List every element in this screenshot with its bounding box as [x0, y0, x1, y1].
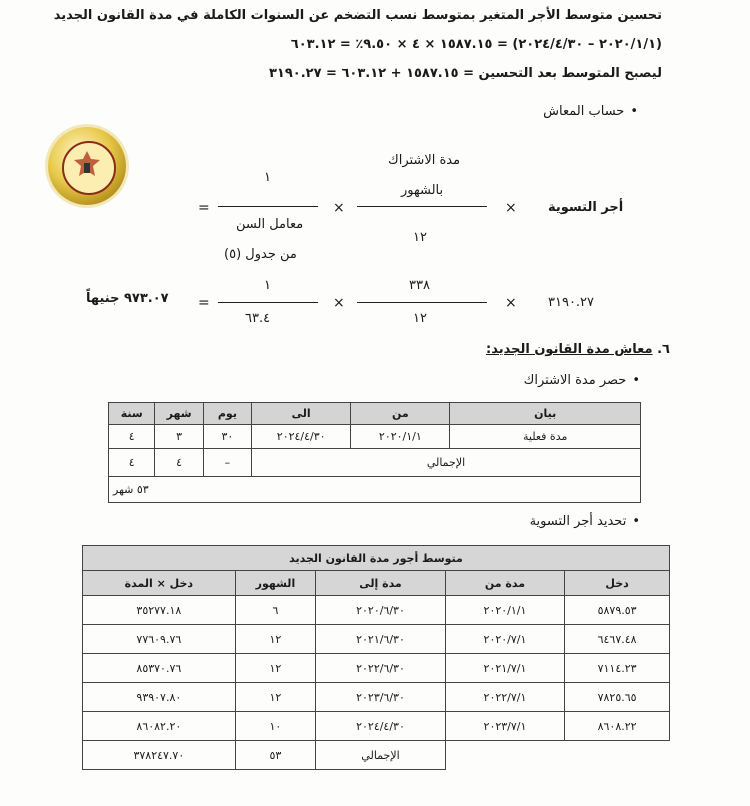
times-4: × — [333, 295, 345, 311]
settlement-wage-heading: • تحديد أجر التسوية — [530, 514, 640, 529]
age-factor-label: معامل السن — [236, 217, 304, 232]
months-total-note: ٥٣ شهر — [113, 483, 149, 496]
table-row: ٧٨٢٥.٦٥ ٢٠٢٢/٧/١ ٢٠٢٣/٦/٣٠ ١٢ ٩٣٩٠٧.٨٠ — [83, 683, 670, 712]
col-period-from: مدة من — [445, 571, 564, 596]
col-from: من — [351, 403, 450, 425]
months-denominator: ١٢ — [413, 230, 427, 245]
age-factor-value: ٦٣.٤ — [245, 311, 271, 326]
fraction-bar-1 — [357, 206, 487, 207]
wage-label: أجر التسوية — [548, 200, 624, 215]
times-2: × — [333, 200, 345, 216]
subscription-period-label: مدة الاشتراك — [388, 153, 461, 168]
times-3: × — [505, 295, 517, 311]
one-numerator-2: ١ — [264, 278, 271, 293]
times-1: × — [505, 200, 517, 216]
col-description: بيان — [450, 403, 641, 425]
one-numerator: ١ — [264, 170, 271, 185]
from-table-label: من جدول (٥) — [224, 247, 297, 262]
emblem-seal — [48, 127, 126, 205]
wages-table — [82, 545, 670, 770]
fraction-bar-2 — [218, 206, 318, 207]
table-row: ٨٦٠٨.٢٢ ٢٠٢٣/٧/١ ٢٠٢٤/٤/٣٠ ١٠ ٨٦٠٨٢.٢٠ — [83, 712, 670, 741]
equals-2: = — [198, 295, 210, 311]
intro-line-3: ليصبح المتوسط بعد التحسين = ١٥٨٧.١٥ + ٦٠٣.١٢ = ٣١٩٠.٢٧ — [268, 66, 662, 81]
col-months: الشهور — [235, 571, 315, 596]
col-month: شهر — [155, 403, 203, 425]
equals-1: = — [198, 200, 210, 216]
col-year: سنة — [109, 403, 155, 425]
fraction-bar-3 — [357, 302, 487, 303]
section-6-heading — [486, 342, 670, 357]
table-total-row: الإجمالي – ٤ ٤ — [109, 449, 641, 477]
table-row: ٦٤٦٧.٤٨ ٢٠٢٠/٧/١ ٢٠٢١/٦/٣٠ ١٢ ٧٧٦٠٩.٧٦ — [83, 625, 670, 654]
pension-result: ٩٧٣.٠٧ جنيهاً — [86, 291, 169, 306]
wage-value: ٣١٩٠.٢٧ — [548, 295, 595, 310]
pension-heading: • حساب المعاش — [543, 104, 638, 119]
col-income: دخل — [565, 571, 670, 596]
col-income-times-period: دخل × المدة — [83, 571, 236, 596]
subscription-table — [108, 402, 641, 503]
section-title: معاش مدة القانون الجديد: — [486, 342, 653, 357]
wages-table-title: متوسط أجور مدة القانون الجديد — [83, 546, 670, 571]
months-denominator-2: ١٢ — [413, 311, 427, 326]
table-total-row: الإجمالي ٥٣ ٣٧٨٢٤٧.٧٠ — [83, 741, 670, 770]
eagle-emblem-icon — [72, 149, 102, 181]
col-period-to: مدة إلى — [316, 571, 446, 596]
intro-line-2: (٢٠٢٠/١/١ – ٢٠٢٤/٤/٣٠) = ١٥٨٧.١٥ × ٤ × ٩.٥٠٪ = ٦٠٣.١٢ — [290, 37, 662, 52]
fraction-bar-4 — [218, 302, 318, 303]
months-label: بالشهور — [401, 183, 444, 198]
table-note-row — [109, 477, 641, 503]
section-number: ٦. — [657, 342, 670, 357]
subscription-count-heading: • حصر مدة الاشتراك — [524, 373, 640, 388]
table-row: مدة فعلية ٢٠٢٠/١/١ ٢٠٢٤/٤/٣٠ ٣٠ ٣ ٤ — [109, 425, 641, 449]
col-to: الى — [252, 403, 351, 425]
col-day: يوم — [203, 403, 251, 425]
months-value: ٣٣٨ — [409, 278, 430, 293]
intro-line-1: تحسين متوسط الأجر المتغير بمتوسط نسب التضخم عن السنوات الكاملة في مدة القانون الجديد — [53, 8, 662, 23]
table-row: ٧١١٤.٢٣ ٢٠٢١/٧/١ ٢٠٢٢/٦/٣٠ ١٢ ٨٥٣٧٠.٧٦ — [83, 654, 670, 683]
table-row: ٥٨٧٩.٥٣ ٢٠٢٠/١/١ ٢٠٢٠/٦/٣٠ ٦ ٣٥٢٧٧.١٨ — [83, 596, 670, 625]
